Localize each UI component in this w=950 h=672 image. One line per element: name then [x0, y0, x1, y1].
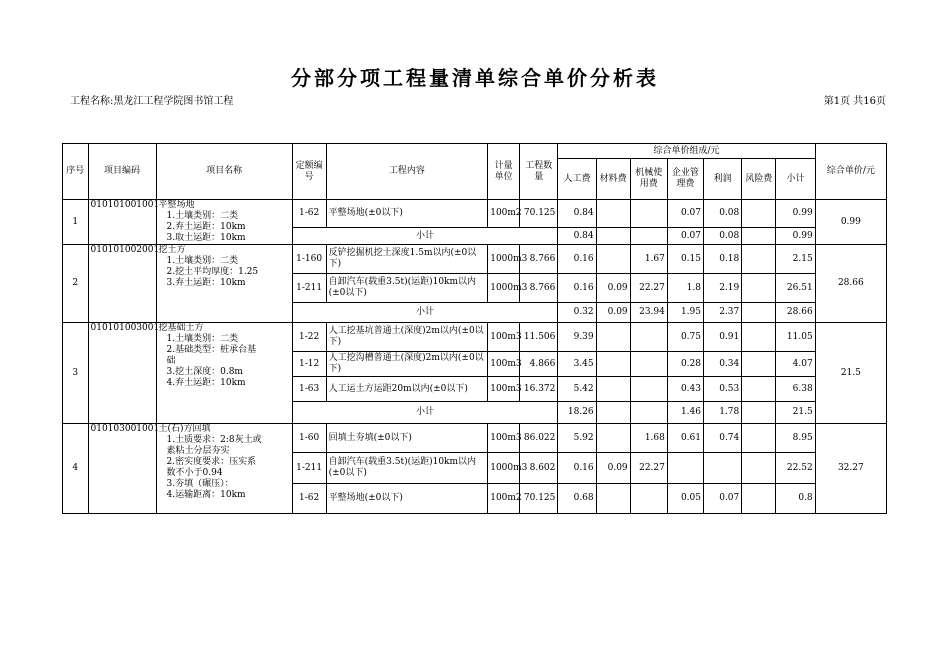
sum-labor: 0.84	[558, 228, 596, 245]
header-qty: 工程数量	[520, 144, 558, 200]
item-feature: 1.土壤类别：二类	[166, 334, 239, 344]
measure-unit: 1000m3	[488, 453, 520, 484]
cost-material	[596, 377, 630, 402]
item-name: 土(石)方回填	[158, 424, 211, 434]
cost-material	[596, 424, 630, 453]
header-content: 工程内容	[326, 144, 488, 200]
item-unit-price: 28.66	[815, 245, 886, 323]
work-quantity: 8.602	[520, 453, 558, 484]
cost-risk	[742, 245, 776, 274]
cost-mgmt: 0.05	[667, 484, 703, 514]
work-content: 平整场地(±0以下)	[326, 200, 488, 228]
header-name: 项目名称	[156, 144, 292, 200]
cost-profit: 0.34	[704, 352, 742, 377]
sum-risk	[742, 228, 776, 245]
work-quantity: 16.372	[520, 377, 558, 402]
item-feature: 3.夯填（碾压）：	[166, 479, 234, 489]
quota-code: 1-60	[292, 424, 326, 453]
item-code: 010101003001	[88, 323, 156, 424]
quota-code: 1-62	[292, 484, 326, 514]
sum-machine: 23.94	[630, 303, 667, 323]
cost-risk	[742, 200, 776, 228]
cost-profit: 0.53	[704, 377, 742, 402]
cost-subtotal: 4.07	[776, 352, 815, 377]
sum-labor: 0.32	[558, 303, 596, 323]
sum-subtotal: 21.5	[776, 402, 815, 424]
sum-mgmt: 0.07	[667, 228, 703, 245]
cost-mgmt: 0.07	[667, 200, 703, 228]
item-name: 平整场地	[158, 200, 195, 210]
cost-material	[596, 245, 630, 274]
measure-unit: 100m2	[488, 200, 520, 228]
item-feature: 3.挖土深度：0.8m	[166, 367, 243, 377]
sum-risk	[742, 402, 776, 424]
header-unit: 计量单位	[488, 144, 520, 200]
cost-subtotal: 0.99	[776, 200, 815, 228]
item-name-features	[156, 245, 292, 323]
cost-risk	[742, 453, 776, 484]
cost-labor: 0.16	[558, 245, 596, 274]
item-seq: 4	[63, 424, 89, 514]
sum-material	[596, 402, 630, 424]
cost-machine	[630, 484, 667, 514]
cost-labor: 0.84	[558, 200, 596, 228]
sum-mgmt: 1.95	[667, 303, 703, 323]
cost-material	[596, 352, 630, 377]
cost-subtotal: 2.15	[776, 245, 815, 274]
measure-unit: 100m3	[488, 377, 520, 402]
work-content: 自卸汽车(载重3.5t)(运距)10km以内(±0以下)	[326, 453, 488, 484]
work-content: 人工运土方运距20m以内(±0以下)	[326, 377, 488, 402]
measure-unit: 100m2	[488, 484, 520, 514]
sum-profit: 0.08	[704, 228, 742, 245]
item-feature: 2.密实度要求：压实系	[166, 457, 257, 467]
header-subtotal: 小计	[776, 159, 815, 200]
cost-machine: 22.27	[630, 453, 667, 484]
cost-mgmt: 0.43	[667, 377, 703, 402]
item-seq: 3	[63, 323, 89, 424]
work-content: 自卸汽车(载重3.5t)(运距)10km以内(±0以下)	[326, 274, 488, 303]
cost-risk	[742, 484, 776, 514]
work-quantity: 8.766	[520, 245, 558, 274]
item-feature: 4.弃土运距：10km	[166, 378, 246, 388]
measure-unit: 1000m3	[488, 274, 520, 303]
item-name-features	[156, 424, 292, 514]
item-feature: 素粘土分层夯实	[166, 446, 230, 456]
unit-price-analysis-table	[62, 143, 887, 514]
cost-machine: 22.27	[630, 274, 667, 303]
item-feature: 3.弃土运距：10km	[166, 278, 246, 288]
sum-subtotal: 28.66	[776, 303, 815, 323]
cost-mgmt	[667, 453, 703, 484]
cost-subtotal: 8.95	[776, 424, 815, 453]
cost-risk	[742, 424, 776, 453]
cost-labor: 0.16	[558, 453, 596, 484]
cost-subtotal: 11.05	[776, 323, 815, 352]
sum-risk	[742, 303, 776, 323]
cost-mgmt: 0.75	[667, 323, 703, 352]
sum-machine	[630, 402, 667, 424]
cost-material	[596, 200, 630, 228]
work-content: 人工挖基坑普通土(深度)2m以内(±0以下)	[326, 323, 488, 352]
quota-code: 1-63	[292, 377, 326, 402]
cost-mgmt: 0.61	[667, 424, 703, 453]
subtotal-label: 小计	[292, 402, 558, 424]
quota-code: 1-12	[292, 352, 326, 377]
cost-risk	[742, 323, 776, 352]
cost-mgmt: 0.28	[667, 352, 703, 377]
measure-unit: 100m3	[488, 424, 520, 453]
cost-profit	[704, 453, 742, 484]
header-seq: 序号	[63, 144, 89, 200]
cost-risk	[742, 352, 776, 377]
page-number: 第1页 共16页	[823, 96, 886, 107]
item-unit-price: 21.5	[815, 323, 886, 424]
work-quantity: 70.125	[520, 484, 558, 514]
cost-mgmt: 0.15	[667, 245, 703, 274]
item-code: 010101001001	[88, 200, 156, 245]
quota-code: 1-211	[292, 453, 326, 484]
item-code: 010101002001	[88, 245, 156, 323]
work-quantity: 70.125	[520, 200, 558, 228]
cost-subtotal: 0.8	[776, 484, 815, 514]
header-labor: 人工费	[558, 159, 596, 200]
cost-machine: 1.67	[630, 245, 667, 274]
cost-risk	[742, 274, 776, 303]
header-profit: 利润	[704, 159, 742, 200]
item-seq: 1	[63, 200, 89, 245]
item-name-features	[156, 323, 292, 424]
cost-machine	[630, 377, 667, 402]
cost-material: 0.09	[596, 453, 630, 484]
measure-unit: 100m3	[488, 352, 520, 377]
item-feature: 1.土壤类别：二类	[166, 256, 239, 266]
sum-profit: 1.78	[704, 402, 742, 424]
sum-machine	[630, 228, 667, 245]
cost-profit: 2.19	[704, 274, 742, 303]
work-content: 平整场地(±0以下)	[326, 484, 488, 514]
header-risk: 风险费	[742, 159, 776, 200]
work-quantity: 86.022	[520, 424, 558, 453]
quota-code: 1-160	[292, 245, 326, 274]
item-seq: 2	[63, 245, 89, 323]
cost-material	[596, 323, 630, 352]
cost-labor: 0.16	[558, 274, 596, 303]
sum-labor: 18.26	[558, 402, 596, 424]
subtotal-label: 小计	[292, 228, 558, 245]
item-name-features	[156, 200, 292, 245]
header-mgmt: 企业管理费	[667, 159, 703, 200]
work-content: 人工挖沟槽普通土(深度)2m以内(±0以下)	[326, 352, 488, 377]
item-name: 挖基础土方	[158, 323, 204, 333]
cost-machine	[630, 352, 667, 377]
item-feature: 2.弃土运距：10km	[166, 222, 246, 232]
item-feature: 2.基础类型：桩承台基	[166, 345, 257, 355]
cost-profit: 0.07	[704, 484, 742, 514]
item-feature: 础	[166, 356, 176, 366]
cost-subtotal: 26.51	[776, 274, 815, 303]
sum-subtotal: 0.99	[776, 228, 815, 245]
item-feature: 1.土质要求：2:8灰土或	[166, 435, 262, 445]
work-content: 回填土夯填(±0以下)	[326, 424, 488, 453]
item-code: 010103001001	[88, 424, 156, 514]
sum-profit: 2.37	[704, 303, 742, 323]
cost-machine	[630, 323, 667, 352]
page-title: 分部分项工程量清单综合单价分析表	[291, 66, 659, 90]
header-code: 项目编码	[88, 144, 156, 200]
item-feature: 数不小于0.94	[166, 468, 223, 478]
work-quantity: 8.766	[520, 274, 558, 303]
sum-material: 0.09	[596, 303, 630, 323]
work-quantity: 11.506	[520, 323, 558, 352]
cost-labor: 3.45	[558, 352, 596, 377]
table-row	[63, 200, 887, 228]
header-unit-price: 综合单价/元	[815, 144, 886, 200]
item-name: 挖土方	[158, 245, 186, 255]
cost-profit: 0.74	[704, 424, 742, 453]
cost-profit: 0.08	[704, 200, 742, 228]
measure-unit: 100m3	[488, 323, 520, 352]
cost-machine: 1.68	[630, 424, 667, 453]
header-price-group: 综合单价组成/元	[558, 144, 815, 159]
table-row	[63, 323, 887, 352]
cost-labor: 5.92	[558, 424, 596, 453]
cost-material	[596, 484, 630, 514]
cost-subtotal: 22.52	[776, 453, 815, 484]
quota-code: 1-22	[292, 323, 326, 352]
measure-unit: 1000m3	[488, 245, 520, 274]
item-unit-price: 32.27	[815, 424, 886, 514]
sum-mgmt: 1.46	[667, 402, 703, 424]
header-material: 材料费	[596, 159, 630, 200]
cost-profit: 0.18	[704, 245, 742, 274]
cost-labor: 9.39	[558, 323, 596, 352]
table-row	[63, 245, 887, 274]
work-content: 反铲挖掘机挖土深度1.5m以内(±0以下)	[326, 245, 488, 274]
item-feature: 1.土壤类别：二类	[166, 211, 239, 221]
project-name: 工程名称:黑龙江工程学院图书馆工程	[70, 96, 234, 107]
table-row	[63, 424, 887, 453]
cost-machine	[630, 200, 667, 228]
work-quantity: 4.866	[520, 352, 558, 377]
cost-labor: 5.42	[558, 377, 596, 402]
item-unit-price: 0.99	[815, 200, 886, 245]
item-feature: 3.取土运距：10km	[166, 233, 246, 243]
cost-profit: 0.91	[704, 323, 742, 352]
item-feature: 4.运输距离：10km	[166, 490, 246, 500]
header-machine: 机械使用费	[630, 159, 667, 200]
quota-code: 1-62	[292, 200, 326, 228]
item-feature: 2.挖土平均厚度：1.25	[166, 267, 259, 277]
quota-code: 1-211	[292, 274, 326, 303]
cost-subtotal: 6.38	[776, 377, 815, 402]
sum-material	[596, 228, 630, 245]
header-quota: 定额编号	[292, 144, 326, 200]
cost-labor: 0.68	[558, 484, 596, 514]
cost-mgmt: 1.8	[667, 274, 703, 303]
subtotal-label: 小计	[292, 303, 558, 323]
cost-risk	[742, 377, 776, 402]
cost-material: 0.09	[596, 274, 630, 303]
